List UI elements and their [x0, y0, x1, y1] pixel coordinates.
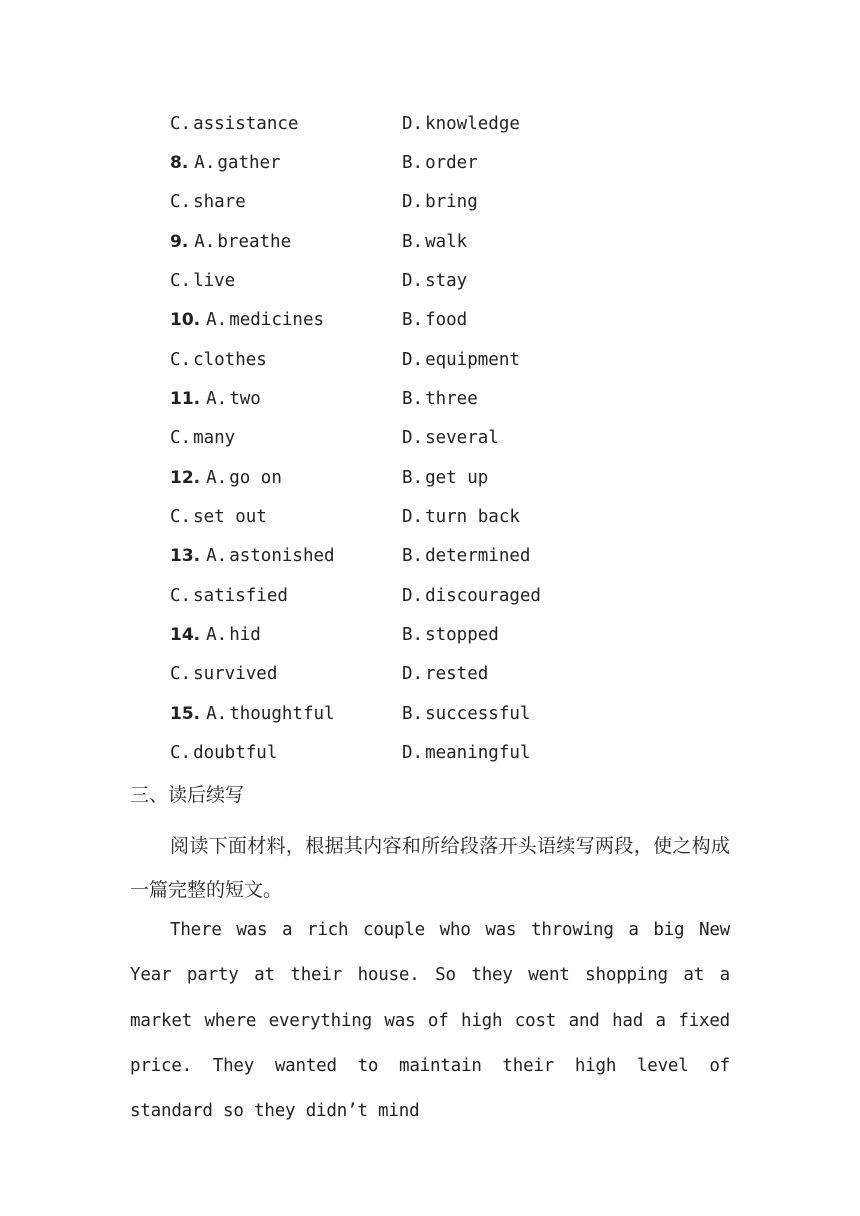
question-number: 15.: [170, 703, 201, 724]
option-left: [170, 428, 402, 448]
option-text: several: [425, 428, 499, 449]
option-right: [402, 310, 467, 330]
option-right: [402, 743, 530, 763]
option-row: [170, 183, 770, 222]
option-row: [170, 655, 770, 694]
option-text: many: [193, 428, 236, 449]
option-right: [402, 232, 467, 252]
option-text: turn back: [425, 506, 520, 527]
option-text: assistance: [193, 113, 299, 134]
option-left: [170, 625, 402, 645]
option-left: [170, 586, 402, 606]
option-letter: D.: [402, 742, 424, 763]
option-letter: C.: [170, 664, 192, 685]
option-right: [402, 114, 520, 134]
question-number: 12.: [170, 467, 201, 488]
option-text: stopped: [425, 624, 499, 645]
option-row: [170, 104, 770, 143]
option-letter: A.: [206, 467, 228, 488]
option-row: [170, 261, 770, 300]
section-title: 三、读后续写: [130, 784, 245, 806]
option-left: [170, 153, 402, 173]
question-number: 9.: [170, 231, 189, 252]
option-left: [170, 350, 402, 370]
option-left: [170, 271, 402, 291]
option-letter: B.: [402, 703, 424, 724]
option-text: three: [425, 388, 478, 409]
option-text: rested: [425, 664, 489, 685]
option-letter: A.: [206, 310, 228, 331]
option-letter: D.: [402, 270, 424, 291]
option-row: [170, 458, 770, 497]
option-text: go on: [229, 467, 282, 488]
option-letter: C.: [170, 113, 192, 134]
option-text: walk: [425, 231, 468, 252]
option-right: [402, 389, 478, 409]
option-letter: C.: [170, 428, 192, 449]
option-letter: B.: [402, 231, 424, 252]
option-letter: C.: [170, 192, 192, 213]
option-text: two: [229, 388, 261, 409]
option-text: order: [425, 152, 478, 173]
option-row: [170, 733, 770, 772]
option-letter: D.: [402, 585, 424, 606]
option-text: survived: [193, 664, 278, 685]
option-letter: D.: [402, 506, 424, 527]
option-letter: A.: [206, 388, 228, 409]
reading-passage: There was a rich couple who was throwing a big New Year party at their house. So they went shopping at a market where everything was of high cost and had a fixed price. They wanted to maintain their high level of standard so they didn’t mind: [130, 920, 730, 1122]
option-letter: B.: [402, 624, 424, 645]
option-left: [170, 114, 402, 134]
option-letter: D.: [402, 113, 424, 134]
option-row: [170, 143, 770, 182]
option-letter: D.: [402, 349, 424, 370]
option-right: [402, 664, 488, 684]
option-letter: A.: [206, 624, 228, 645]
option-right: [402, 586, 541, 606]
option-text: bring: [425, 192, 478, 213]
option-text: knowledge: [425, 113, 520, 134]
question-number: 13.: [170, 546, 201, 567]
option-right: [402, 192, 478, 212]
option-right: [402, 507, 520, 527]
option-right: [402, 468, 488, 488]
option-right: [402, 546, 530, 566]
option-letter: D.: [402, 664, 424, 685]
option-left: [170, 704, 402, 724]
option-left: [170, 664, 402, 684]
option-row: [170, 694, 770, 733]
option-letter: D.: [402, 192, 424, 213]
option-text: food: [425, 310, 468, 331]
option-text: live: [193, 270, 236, 291]
option-row: [170, 419, 770, 458]
option-text: successful: [425, 703, 531, 724]
option-letter: C.: [170, 349, 192, 370]
option-left: [170, 310, 402, 330]
option-letter: C.: [170, 585, 192, 606]
option-row: [170, 537, 770, 576]
option-letter: C.: [170, 270, 192, 291]
option-left: [170, 192, 402, 212]
option-text: astonished: [229, 546, 335, 567]
option-right: [402, 625, 499, 645]
option-row: [170, 497, 770, 536]
option-letter: A.: [206, 703, 228, 724]
option-right: [402, 428, 499, 448]
option-text: meaningful: [425, 742, 531, 763]
option-right: [402, 271, 467, 291]
option-left: [170, 232, 402, 252]
option-letter: B.: [402, 388, 424, 409]
option-letter: D.: [402, 428, 424, 449]
option-letter: B.: [402, 467, 424, 488]
option-left: [170, 468, 402, 488]
option-row: [170, 340, 770, 379]
option-letter: B.: [402, 310, 424, 331]
option-text: gather: [217, 152, 281, 173]
option-letter: A.: [194, 231, 216, 252]
question-number: 11.: [170, 388, 201, 409]
option-text: get up: [425, 467, 489, 488]
option-text: breathe: [217, 231, 292, 252]
option-text: stay: [425, 270, 468, 291]
option-text: clothes: [193, 349, 267, 370]
option-row: [170, 222, 770, 261]
option-row: [170, 301, 770, 340]
option-right: [402, 350, 520, 370]
option-row: [170, 379, 770, 418]
option-text: medicines: [229, 310, 325, 331]
option-text: determined: [425, 546, 531, 567]
question-number: 10.: [170, 310, 201, 331]
option-text: set out: [193, 506, 267, 527]
option-text: thoughtful: [229, 703, 335, 724]
option-letter: A.: [194, 152, 216, 173]
option-letter: B.: [402, 152, 424, 173]
option-letter: A.: [206, 546, 228, 567]
option-text: discouraged: [425, 585, 541, 606]
option-text: share: [193, 192, 246, 213]
option-letter: C.: [170, 742, 192, 763]
option-text: doubtful: [193, 742, 278, 763]
option-text: equipment: [425, 349, 520, 370]
question-number: 14.: [170, 624, 201, 645]
option-text: hid: [229, 624, 261, 645]
option-right: [402, 704, 530, 724]
option-row: [170, 576, 770, 615]
options-list: [170, 104, 770, 773]
option-left: [170, 743, 402, 763]
option-left: [170, 507, 402, 527]
option-left: [170, 546, 402, 566]
option-left: [170, 389, 402, 409]
option-text: satisfied: [193, 585, 288, 606]
question-number: 8.: [170, 152, 189, 173]
option-row: [170, 615, 770, 654]
instructions: 阅读下面材料，根据其内容和所给段落开头语续写两段，使之构成一篇完整的短文。: [130, 835, 730, 901]
option-right: [402, 153, 478, 173]
option-letter: C.: [170, 506, 192, 527]
option-letter: B.: [402, 546, 424, 567]
